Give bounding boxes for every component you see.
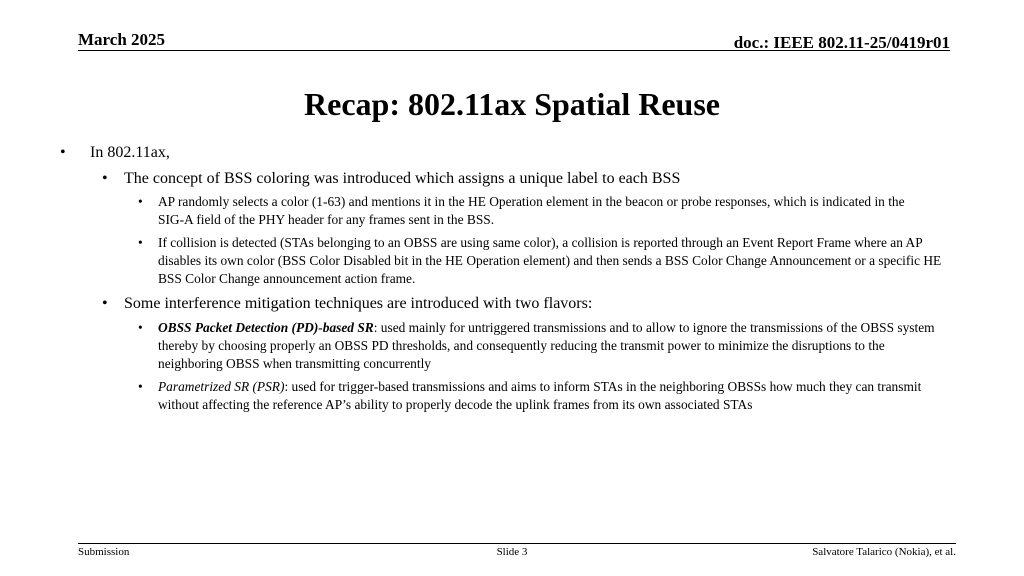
bullet-l2-bss-coloring: The concept of BSS coloring was introduced which assigns a unique label to each BSS [124, 170, 681, 187]
header-doc-id: doc.: IEEE 802.11-25/0419r01 [733, 33, 950, 52]
bullet-marker: • [138, 320, 143, 335]
bullet-marker: • [60, 144, 66, 161]
slide-title: Recap: 802.11ax Spatial Reuse [304, 86, 720, 122]
bullet-l3-random-color: AP randomly selects a color (1-63) and mentions it in the HE Operation element in the beacon or probe responses, which is indicated in the SIG-A field of the PHY header for any frames sent in the BSS. [158, 194, 905, 228]
footer-submission: Submission [78, 546, 130, 558]
psr-description: : used for trigger-based transmissions and aims to inform STAs in the neighboring OBSSs how much they can transmit without affecting the reference AP’s ability to properly decode the uplink frames from its own associated STAs [158, 379, 922, 413]
footer-slide-number: Slide 3 [496, 546, 528, 558]
bullet-l3-collision: If collision is detected (STAs belonging to an OBSS are using same color), a collision is reported through an Event Report Frame where an AP disables its own color (BSS Color Disabled bit in the HE Operation element) and then sends a BSS Color Change Announcement or a specific HE BSS Color Change announcement action frame. [158, 235, 942, 287]
bullet-marker: • [138, 379, 143, 394]
bullet-l3-obss-pd [158, 319, 948, 374]
bullet-marker: • [102, 170, 108, 187]
bullet-marker: • [138, 235, 143, 250]
header-rule [78, 50, 950, 51]
bullet-l2-mitigation: Some interference mitigation techniques are introduced with two flavors: [124, 295, 593, 312]
bullet-l3-psr [158, 378, 948, 414]
obss-pd-term: OBSS Packet Detection (PD)-based SR [158, 320, 374, 335]
bullet-l1-intro: In 802.11ax, [90, 144, 170, 161]
bullet-marker: • [138, 194, 143, 209]
obss-pd-description: : used mainly for untriggered transmissions and to allow to ignore the transmissions of the OBSS system thereby by choosing properly an OBSS PD thresholds, and consequently reducing the transmit power to minimize the disruptions to the neighboring OBSS when transmitting concurrently [158, 320, 935, 372]
header-date: March 2025 [78, 30, 166, 49]
psr-term: Parametrized SR (PSR) [158, 379, 285, 394]
bullet-marker: • [102, 295, 108, 312]
footer-authors: Salvatore Talarico (Nokia), et al. [812, 546, 956, 558]
footer-rule [78, 543, 956, 544]
